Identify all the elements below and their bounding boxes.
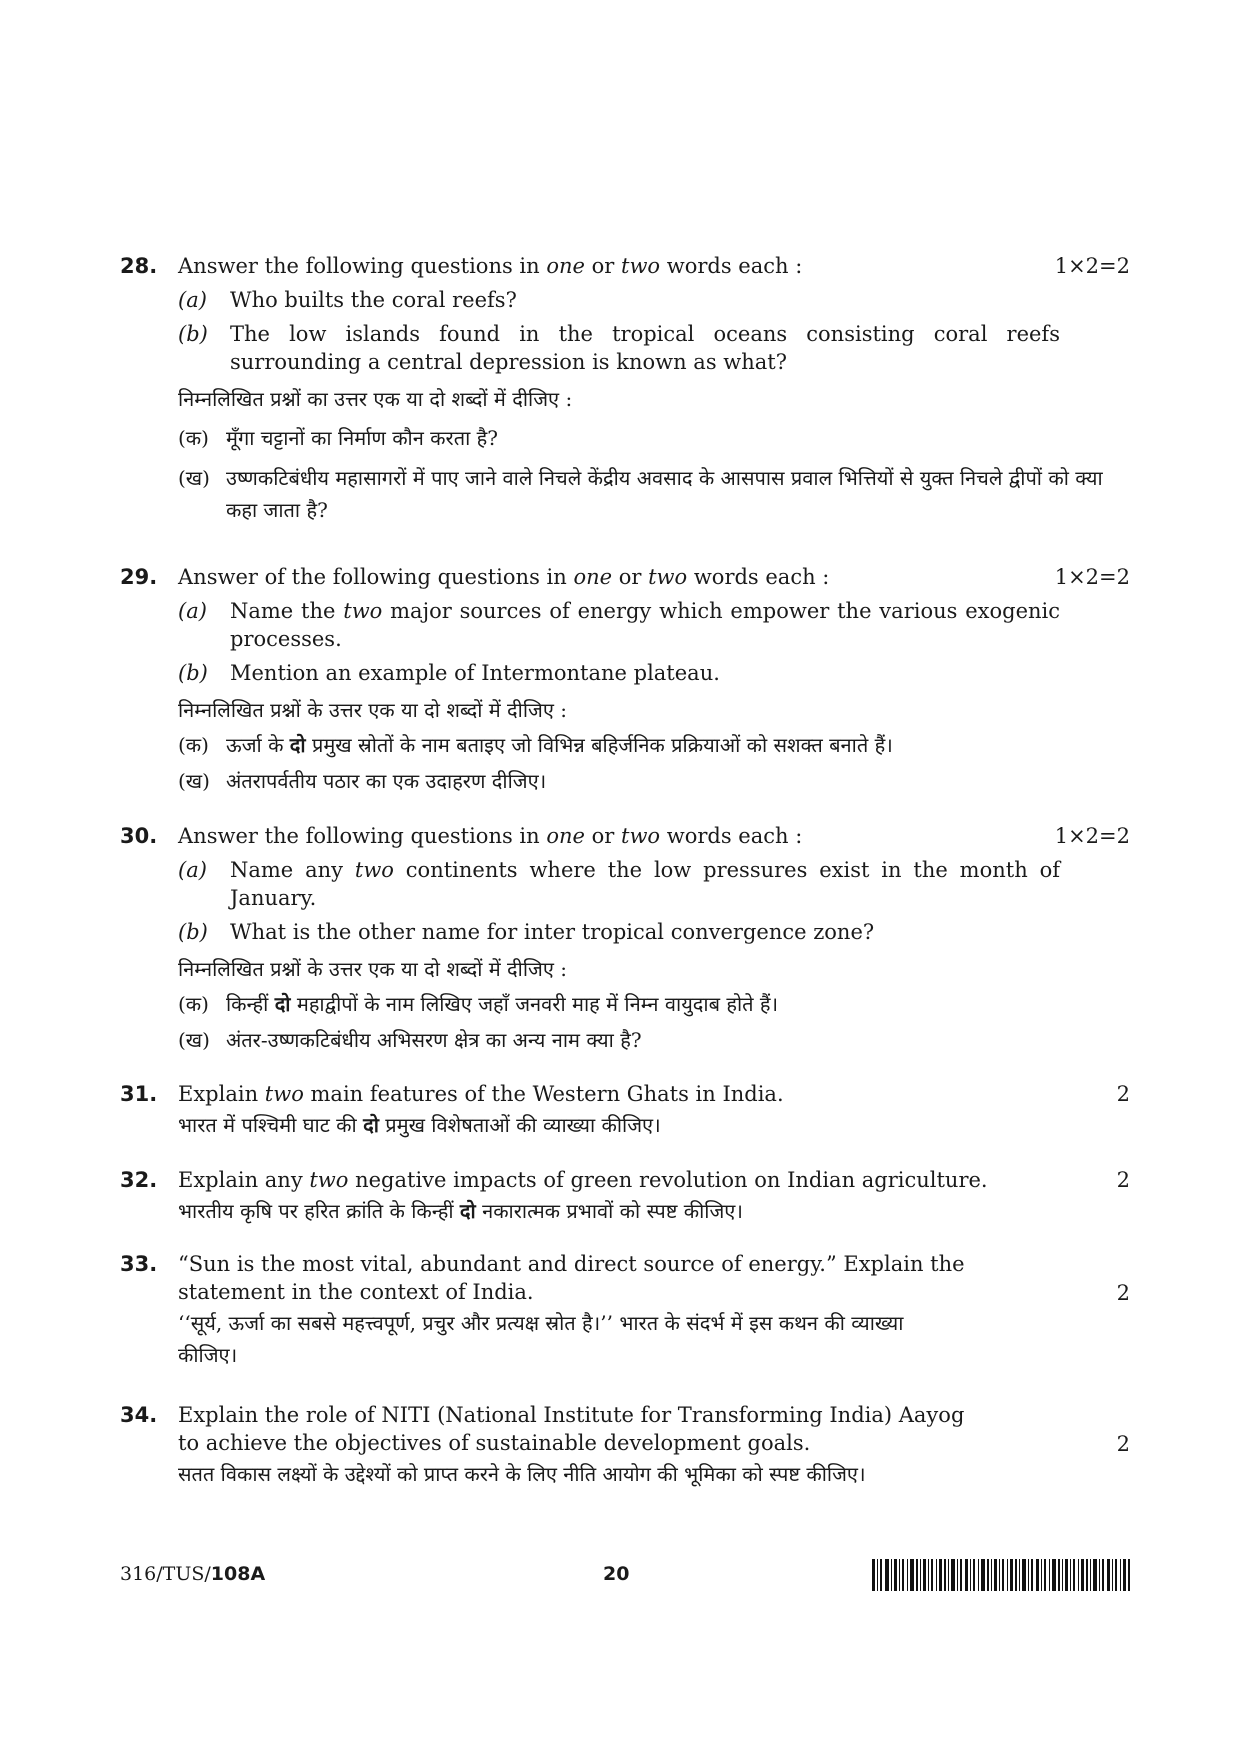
hindi-instruction: निम्नलिखित प्रश्नों का उत्तर एक या दो शब्दों में दीजिए : xyxy=(178,387,573,411)
page-number: 20 xyxy=(603,1563,630,1585)
question-28 xyxy=(120,252,1130,526)
hindi-question-line-1: ‘‘सूर्य, ऊर्जा का सबसे महत्त्वपूर्ण, प्रचुर और प्रत्यक्ष स्रोत है।’’ भारत के संदर्भ में इस कथन की व्याख्या xyxy=(178,1311,904,1335)
question-text: Explain two main features of the Western Ghats in India. xyxy=(178,1082,784,1106)
question-30 xyxy=(120,822,1130,1056)
question-text-line-2: statement in the context of India. xyxy=(178,1280,534,1304)
question-instruction: Answer the following questions in one or two words each : xyxy=(178,824,803,848)
question-text-line-2: to achieve the objectives of sustainable development goals. xyxy=(178,1431,811,1455)
question-number: 30. xyxy=(120,824,158,848)
question-29 xyxy=(120,563,1130,797)
question-number: 29. xyxy=(120,565,158,589)
question-number: 32. xyxy=(120,1168,158,1192)
hindi-subquestion-kha: (ख) अंतरापर्वतीय पठार का एक उदाहरण दीजिए। xyxy=(178,769,547,793)
question-31 xyxy=(120,1080,1130,1140)
hindi-question-text: सतत विकास लक्ष्यों के उद्देश्यों को प्राप्त करने के लिए नीति आयोग की भूमिका को स्पष्ट कीजिए। xyxy=(178,1462,866,1486)
question-32 xyxy=(120,1166,1130,1226)
subquestion-b: (b) Mention an example of Intermontane plateau. xyxy=(178,661,720,685)
marks: 1×2=2 xyxy=(1054,254,1130,278)
subquestion-a: (a) Name any two continents where the low pressures exist in the month of January. xyxy=(178,858,1060,910)
barcode-icon xyxy=(872,1559,1130,1591)
hindi-subquestion-ka: (क) ऊर्जा के दो प्रमुख स्रोतों के नाम बताइए जो विभिन्न बहिर्जनिक प्रक्रियाओं को सशक्त बनाते हैं। xyxy=(178,733,893,757)
hindi-question-text: भारत में पश्चिमी घाट की दो प्रमुख विशेषताओं की व्याख्या कीजिए। xyxy=(178,1113,661,1137)
hindi-subquestion-kha: (ख) उष्णकटिबंधीय महासागरों में पाए जाने वाले निचले केंद्रीय अवसाद के आसपास प्रवाल भित्तियों से युक्त निचले द्वीपों को क्या कहा जाता है? xyxy=(178,466,1103,522)
question-number: 31. xyxy=(120,1082,158,1106)
question-33 xyxy=(120,1250,1130,1370)
question-text: Explain any two negative impacts of green revolution on Indian agriculture. xyxy=(178,1168,988,1192)
hindi-subquestion-kha: (ख) अंतर-उष्णकटिबंधीय अभिसरण क्षेत्र का अन्य नाम क्या है? xyxy=(178,1028,642,1052)
marks: 2 xyxy=(1116,1281,1130,1305)
subquestion-b: (b) What is the other name for inter tropical convergence zone? xyxy=(178,920,875,944)
question-text-line-1: “Sun is the most vital, abundant and direct source of energy.” Explain the xyxy=(178,1252,965,1276)
hindi-question-text: भारतीय कृषि पर हरित क्रांति के किन्हीं दो नकारात्मक प्रभावों को स्पष्ट कीजिए। xyxy=(178,1199,743,1223)
hindi-subquestion-ka: (क) मूँगा चट्टानों का निर्माण कौन करता है? xyxy=(178,426,499,450)
marks: 1×2=2 xyxy=(1054,565,1130,589)
question-instruction: Answer the following questions in one or two words each : xyxy=(178,254,803,278)
hindi-instruction: निम्नलिखित प्रश्नों के उत्तर एक या दो शब्दों में दीजिए : xyxy=(178,698,568,722)
hindi-question-line-2: कीजिए। xyxy=(178,1343,238,1367)
marks: 2 xyxy=(1116,1432,1130,1456)
question-number: 28. xyxy=(120,254,158,278)
marks: 2 xyxy=(1116,1168,1130,1192)
question-instruction: Answer of the following questions in one or two words each : xyxy=(178,565,830,589)
question-text-line-1: Explain the role of NITI (National Institute for Transforming India) Aayog xyxy=(178,1403,965,1427)
question-34 xyxy=(120,1401,1130,1489)
marks: 1×2=2 xyxy=(1054,824,1130,848)
page-footer xyxy=(120,1563,1130,1593)
subquestion-a: (a) Who builts the coral reefs? xyxy=(178,288,517,312)
marks: 2 xyxy=(1116,1082,1130,1106)
paper-code: 316/TUS/108A xyxy=(120,1563,266,1585)
question-number: 34. xyxy=(120,1403,158,1427)
hindi-subquestion-ka: (क) किन्हीं दो महाद्वीपों के नाम लिखिए जहाँ जनवरी माह में निम्न वायुदाब होते हैं। xyxy=(178,992,779,1016)
subquestion-a: (a) Name the two major sources of energy which empower the various exogenic processes. xyxy=(178,599,1060,651)
hindi-instruction: निम्नलिखित प्रश्नों के उत्तर एक या दो शब्दों में दीजिए : xyxy=(178,957,568,981)
subquestion-b: (b) The low islands found in the tropical oceans consisting coral reefs surrounding a central depression is known as what? xyxy=(178,322,1060,374)
question-number: 33. xyxy=(120,1252,158,1276)
